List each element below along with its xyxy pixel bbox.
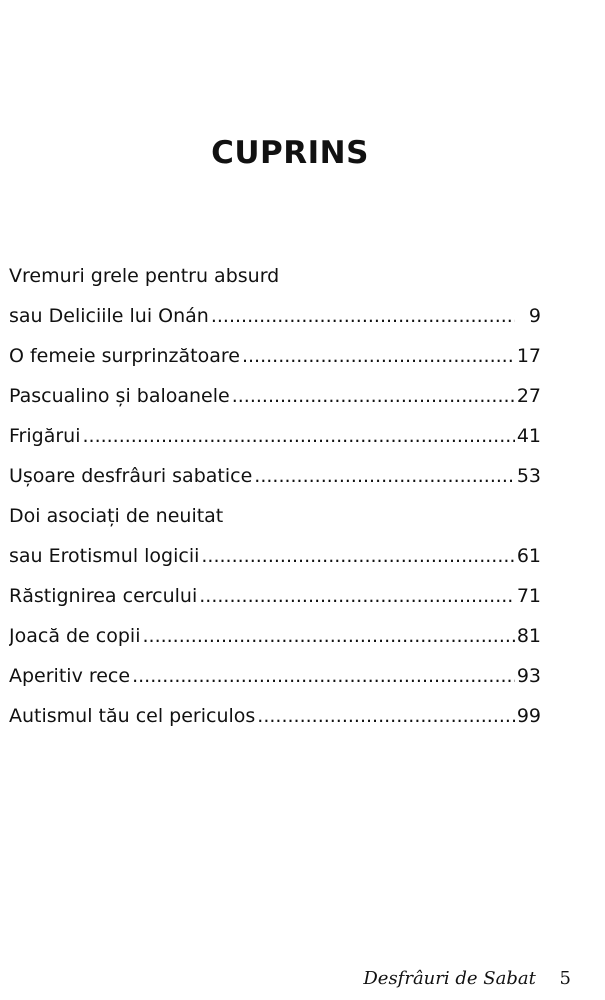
toc-entry-title: Aperitiv rece [9,665,131,687]
table-of-contents [9,256,541,736]
dot-leader [199,585,515,607]
toc-entry-title: Pascualino și baloanele [9,385,230,407]
toc-entry-page: 99 [516,705,541,727]
toc-entry [9,376,541,416]
toc-entry-title: Doi asociați de neuitat [9,505,224,527]
toc-entry-page: 61 [516,545,541,567]
dot-leader [242,345,515,367]
dot-leader [211,305,515,327]
toc-entry-title: Ușoare desfrâuri sabatice [9,465,253,487]
footer-book-title: Desfrâuri de Sabat [363,968,536,989]
toc-entry-page: 81 [516,625,541,647]
dot-leader [82,425,514,447]
toc-entry [9,416,541,456]
toc-entry [9,616,541,656]
toc-entry-title: sau Erotismul logicii [9,545,200,567]
dot-leader [201,545,514,567]
dot-leader [232,385,515,407]
toc-entry-page: 71 [516,585,541,607]
footer-page-number: 5 [559,968,571,989]
dot-leader [257,705,515,727]
toc-entry-page: 17 [516,345,541,367]
toc-entry-page: 9 [516,305,541,327]
toc-entry [9,536,541,576]
toc-entry [9,656,541,696]
toc-entry [9,696,541,736]
toc-entry [9,576,541,616]
toc-entry-title: Joacă de copii [9,625,141,647]
toc-entry-title: O femeie surprinzătoare [9,345,240,367]
toc-entry-title: Răstignirea cercului [9,585,198,607]
toc-entry-title: sau Deliciile lui Onán [9,305,209,327]
toc-entry-title: Autismul tău cel periculos [9,705,256,727]
toc-entry [9,296,541,336]
toc-entry-page: 53 [516,465,541,487]
running-footer [363,968,571,989]
toc-entry-title: Vremuri grele pentru absurd [9,265,280,287]
dot-leader [142,625,514,647]
dot-leader [132,665,515,687]
toc-entry [9,496,541,536]
page-title: CUPRINS [211,135,369,171]
toc-entry-page: 41 [516,425,541,447]
toc-entry [9,336,541,376]
dot-leader [254,465,515,487]
toc-entry [9,256,541,296]
toc-entry-page: 27 [516,385,541,407]
toc-entry-page: 93 [516,665,541,687]
toc-entry-title: Frigărui [9,425,81,447]
toc-entry [9,456,541,496]
